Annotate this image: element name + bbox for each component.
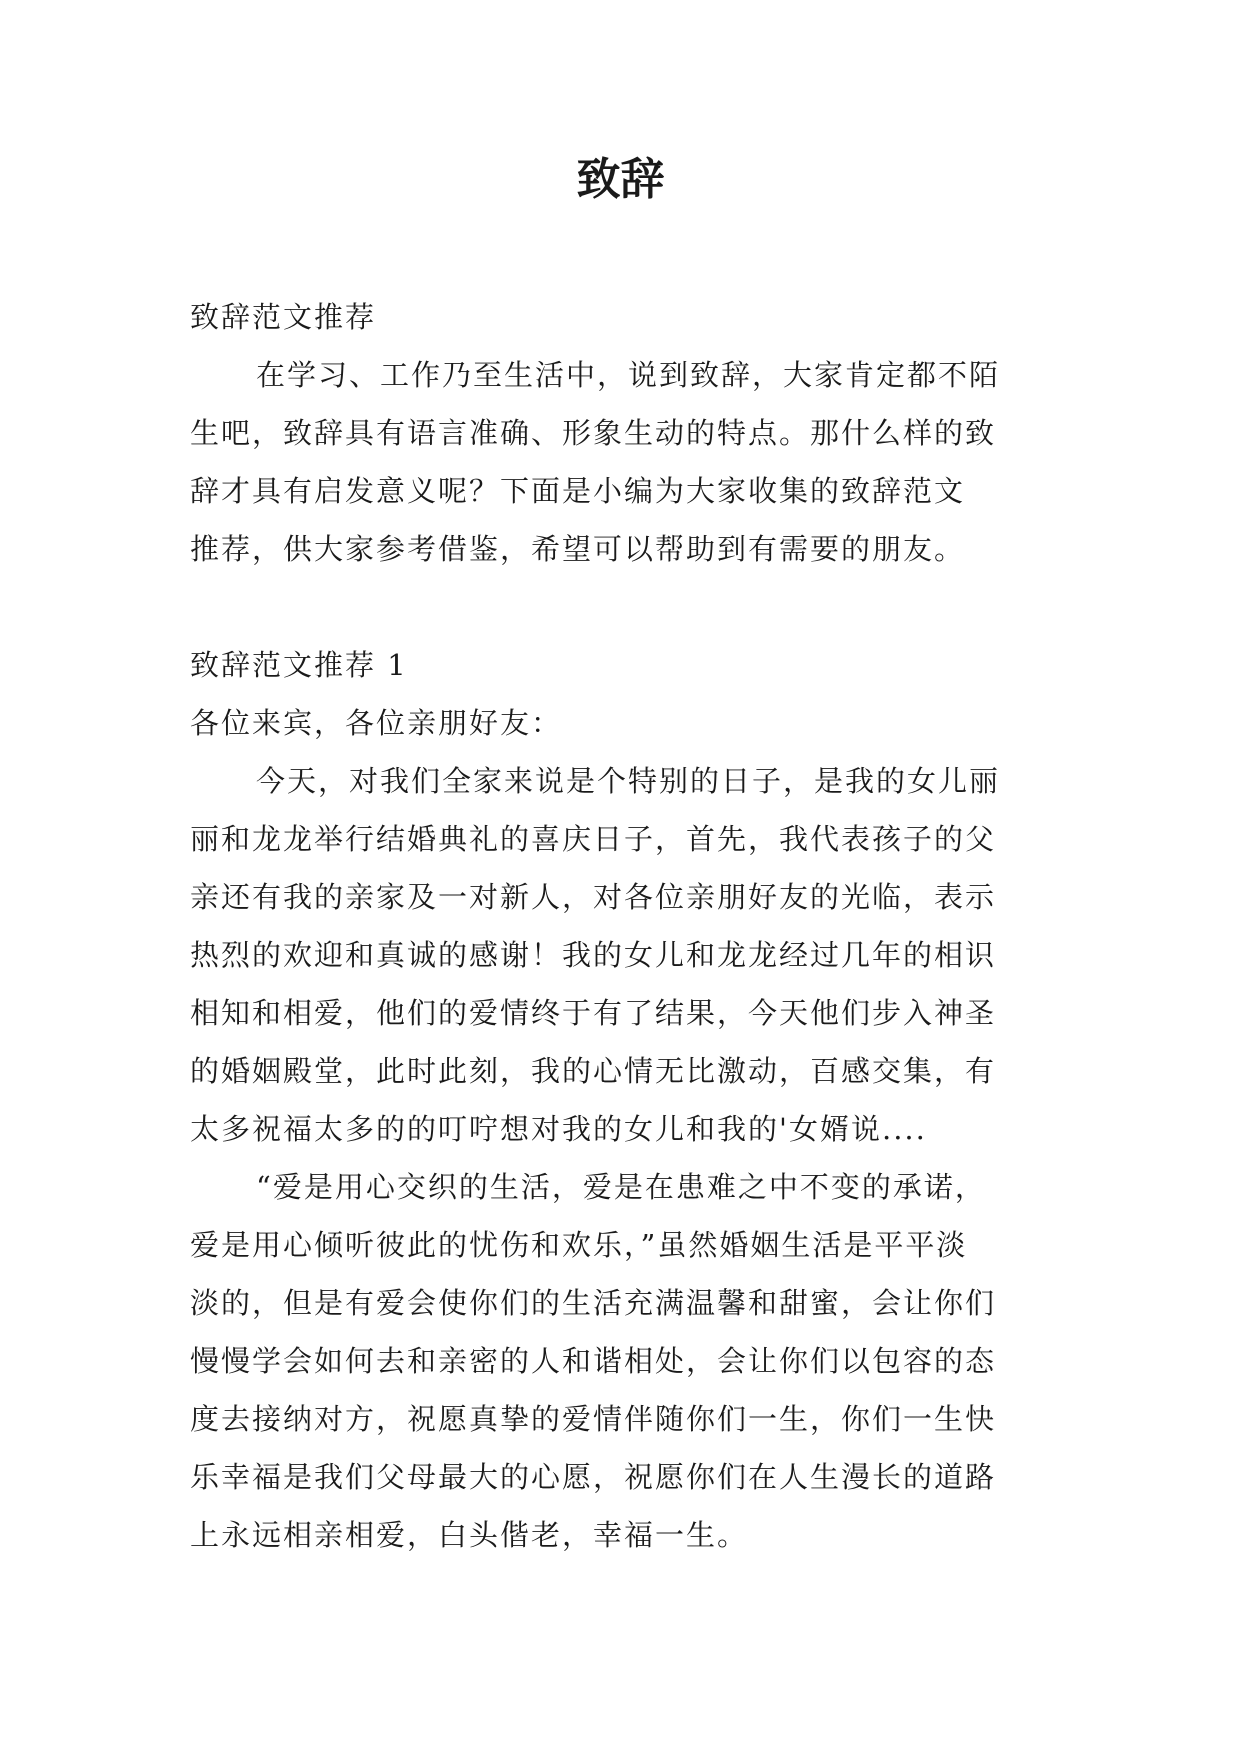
paragraph-line: 上永远相亲相爱，白头偕老，幸福一生。: [190, 1518, 749, 1552]
greeting: 各位来宾，各位亲朋好友：: [190, 706, 563, 740]
spacer: [190, 578, 1060, 636]
paragraph-line: 爱是用心倾听彼此的忧伤和欢乐，”虽然婚姻生活是平平淡: [190, 1228, 968, 1262]
paragraph-line: 慢慢学会如何去和亲密的人和谐相处，会让你们以包容的态: [190, 1344, 997, 1378]
paragraph-line: 丽和龙龙举行结婚典礼的喜庆日子，首先，我代表孩子的父: [190, 822, 997, 856]
paragraph-line: 亲还有我的亲家及一对新人，对各位亲朋好友的光临，表示: [190, 880, 997, 914]
speech-paragraph-2: [190, 1158, 1060, 1564]
intro-heading: 致辞范文推荐: [190, 300, 377, 334]
paragraph-line: 在学习、工作乃至生活中，说到致辞，大家肯定都不陌: [256, 358, 1001, 392]
paragraph-line: 热烈的欢迎和真诚的感谢！我的女儿和龙龙经过几年的相识: [190, 938, 997, 972]
paragraph-line: 乐幸福是我们父母最大的心愿，祝愿你们在人生漫长的道路: [190, 1460, 997, 1494]
speech-paragraph-1: [190, 752, 1060, 1158]
paragraph-line: 生吧，致辞具有语言准确、形象生动的特点。那什么样的致: [190, 416, 997, 450]
paragraph-line: 推荐，供大家参考借鉴，希望可以帮助到有需要的朋友。: [190, 532, 966, 566]
document-body: [190, 288, 1060, 1564]
paragraph-line: 太多祝福太多的的叮咛想对我的女儿和我的'女婿说....: [190, 1112, 927, 1146]
paragraph-line: 今天，对我们全家来说是个特别的日子，是我的女儿丽: [256, 764, 1001, 798]
paragraph-line: 的婚姻殿堂，此时此刻，我的心情无比激动，百感交集，有: [190, 1054, 997, 1088]
section-heading: 致辞范文推荐 1: [190, 648, 408, 682]
intro-paragraph: [190, 346, 1060, 578]
paragraph-line: 辞才具有启发意义呢？下面是小编为大家收集的致辞范文: [190, 474, 966, 508]
document-title: 致辞: [576, 154, 665, 205]
paragraph-line: 度去接纳对方，祝愿真挚的爱情伴随你们一生，你们一生快: [190, 1402, 997, 1436]
paragraph-line: 淡的，但是有爱会使你们的生活充满温馨和甜蜜，会让你们: [190, 1286, 997, 1320]
paragraph-line: 相知和相爱，他们的爱情终于有了结果，今天他们步入神圣: [190, 996, 997, 1030]
paragraph-line: “爱是用心交织的生活，爱是在患难之中不变的承诺，: [256, 1170, 986, 1204]
